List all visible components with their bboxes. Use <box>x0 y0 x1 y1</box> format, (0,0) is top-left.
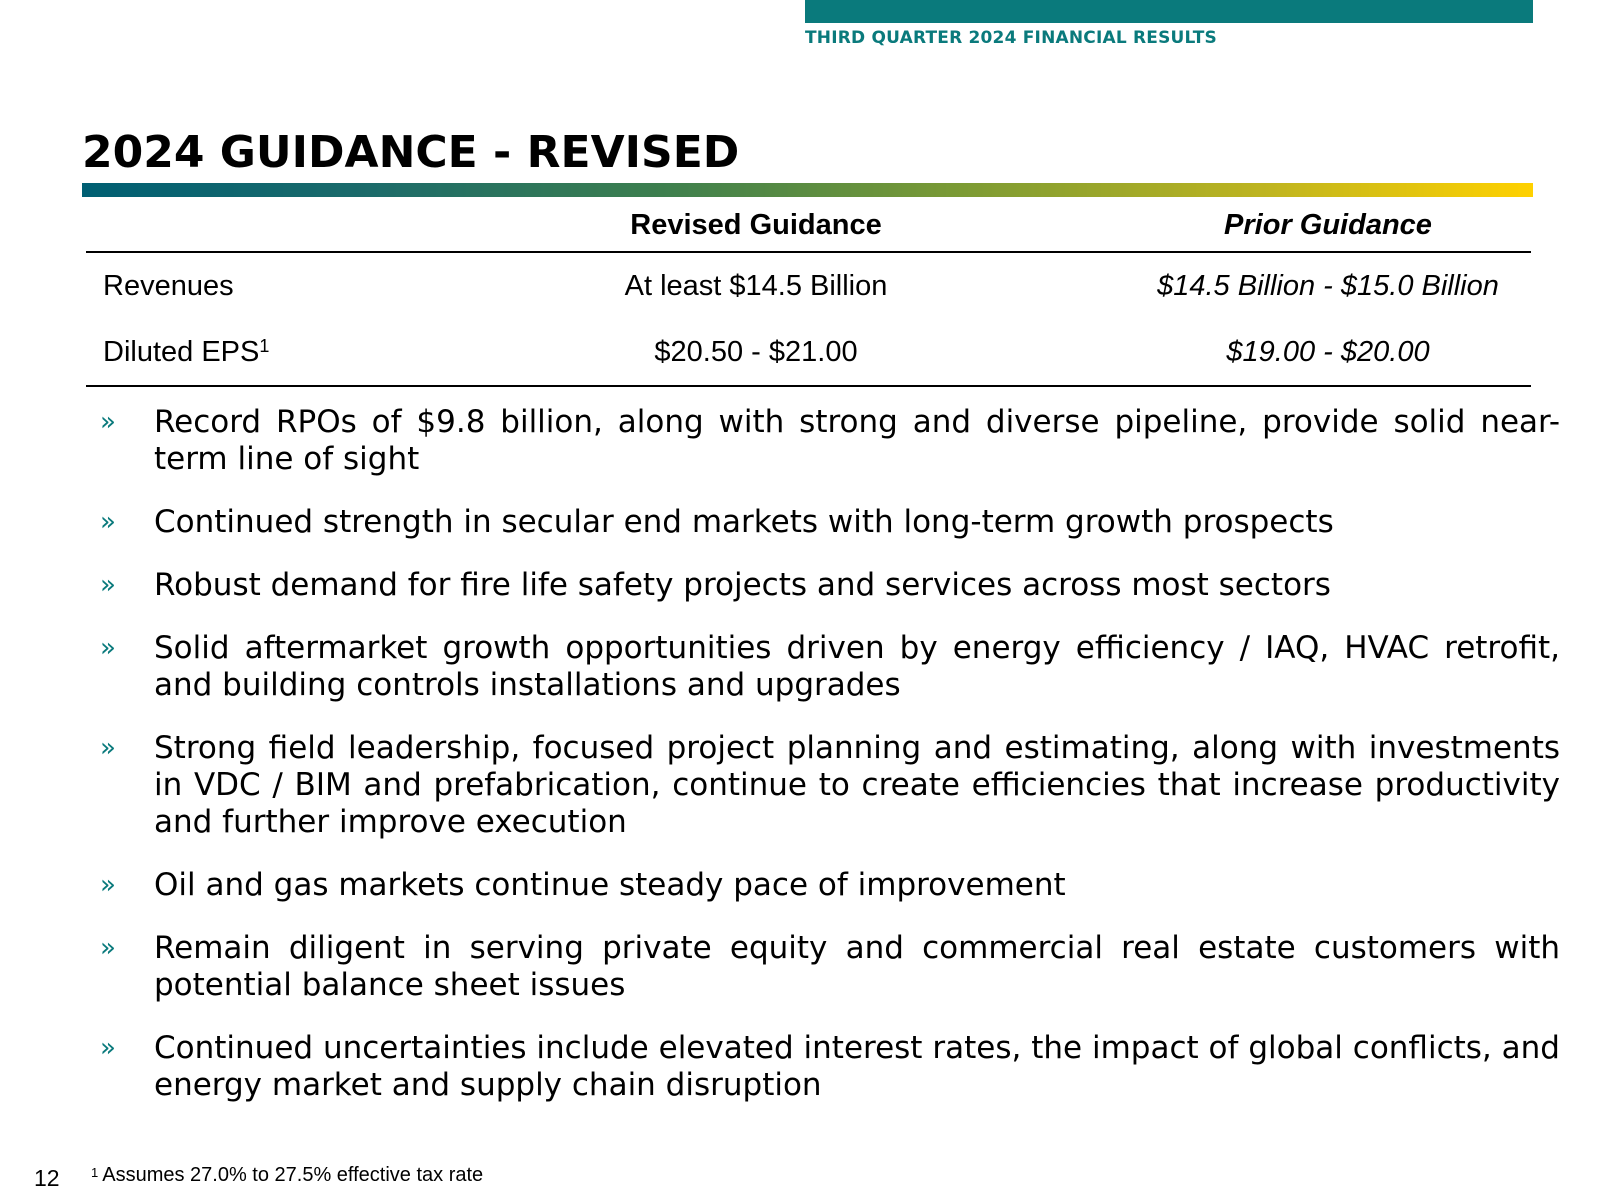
bullet-text: Oil and gas markets continue steady pace of improvement <box>154 867 1066 903</box>
bullet-text: Solid aftermarket growth opportunities driven by energy efficiency / IAQ, HVAC retrofit, and building controls installations and upgrades <box>154 630 1560 703</box>
column-header-prior-guidance: Prior Guidance <box>1224 208 1432 241</box>
bullet-list <box>100 404 1560 1130</box>
row-label-text: Revenues <box>103 269 234 302</box>
title-gradient-rule <box>82 183 1533 197</box>
revenues-revised-value: At least $14.5 Billion <box>624 269 888 302</box>
bullet-item <box>100 504 1560 541</box>
header-accent-bar <box>805 0 1533 23</box>
chevron-bullet-icon: » <box>100 407 116 437</box>
bullet-item <box>100 930 1560 1004</box>
bullet-item <box>100 404 1560 478</box>
page-number: 12 <box>34 1165 60 1191</box>
footnote-text: Assumes 27.0% to 27.5% effective tax rate <box>102 1164 484 1186</box>
table-row-revenues <box>86 253 1531 319</box>
page-title: 2024 GUIDANCE - REVISED <box>82 127 740 178</box>
table-header-row <box>86 199 1531 253</box>
column-header-revised-guidance: Revised Guidance <box>630 208 882 241</box>
footnote <box>91 1164 483 1187</box>
report-header-label: THIRD QUARTER 2024 FINANCIAL RESULTS <box>805 28 1218 48</box>
chevron-bullet-icon: » <box>100 733 116 763</box>
revenues-prior-value: $14.5 Billion - $15.0 Billion <box>1157 269 1499 302</box>
footnote-marker: 1 <box>91 1165 99 1180</box>
table-row-diluted-eps <box>86 319 1531 387</box>
eps-revised-value: $20.50 - $21.00 <box>654 335 858 368</box>
row-label-text: Diluted EPS <box>103 335 260 368</box>
bullet-item <box>100 630 1560 704</box>
chevron-bullet-icon: » <box>100 870 116 900</box>
bullet-item <box>100 1030 1560 1104</box>
bullet-item <box>100 730 1560 841</box>
chevron-bullet-icon: » <box>100 570 116 600</box>
bullet-text: Strong field leadership, focused project planning and estimating, along with investments in VDC / BIM and prefabrication, continue to create efficiencies that increase productivity and further improve execution <box>154 730 1560 840</box>
chevron-bullet-icon: » <box>100 507 116 537</box>
bullet-text: Continued uncertainties include elevated interest rates, the impact of global conflicts, and energy market and supply chain disruption <box>154 1030 1560 1103</box>
chevron-bullet-icon: » <box>100 1033 116 1063</box>
chevron-bullet-icon: » <box>100 633 116 663</box>
bullet-text: Record RPOs of $9.8 billion, along with strong and diverse pipeline, provide solid near-term line of sight <box>154 404 1560 477</box>
chevron-bullet-icon: » <box>100 933 116 963</box>
row-label-diluted-eps <box>103 319 269 385</box>
bullet-item <box>100 567 1560 604</box>
footnote-reference: 1 <box>259 335 270 356</box>
row-label-revenues <box>103 253 234 319</box>
guidance-table <box>86 199 1531 387</box>
eps-prior-value: $19.00 - $20.00 <box>1226 335 1430 368</box>
bullet-text: Continued strength in secular end markets with long-term growth prospects <box>154 504 1334 540</box>
bullet-item <box>100 867 1560 904</box>
bullet-text: Robust demand for fire life safety projects and services across most sectors <box>154 567 1331 603</box>
bullet-text: Remain diligent in serving private equity and commercial real estate customers with potential balance sheet issues <box>154 930 1560 1003</box>
